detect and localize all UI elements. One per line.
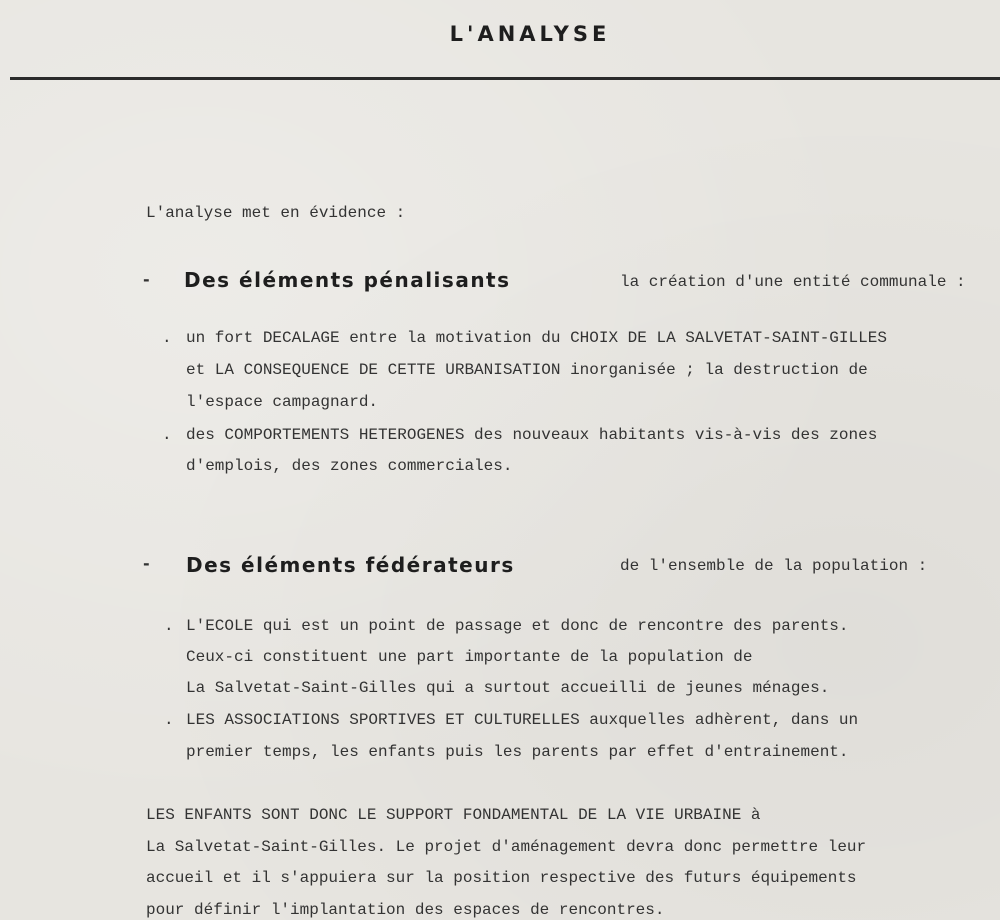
bullet-line: L'ECOLE qui est un point de passage et donc de rencontre des parents.	[186, 617, 849, 635]
conclusion-line: accueil et il s'appuiera sur la position respective des futurs équipements	[146, 869, 857, 887]
bullet-marker: .	[164, 617, 174, 635]
bullet-line: un fort DECALAGE entre la motivation du CHOIX DE LA SALVETAT-SAINT-GILLES	[186, 329, 887, 347]
conclusion-line: La Salvetat-Saint-Gilles. Le projet d'aménagement devra donc permettre leur	[146, 838, 867, 856]
section-heading: Des éléments fédérateurs	[186, 553, 515, 577]
bullet-line: d'emplois, des zones commerciales.	[186, 457, 513, 475]
bullet-line: et LA CONSEQUENCE DE CETTE URBANISATION inorganisée ; la destruction de	[186, 361, 868, 379]
conclusion-line: pour définir l'implantation des espaces de rencontres.	[146, 901, 665, 919]
conclusion-line: LES ENFANTS SONT DONC LE SUPPORT FONDAMENTAL DE LA VIE URBAINE à	[146, 806, 761, 824]
bullet-marker: .	[162, 329, 172, 347]
bullet-line: des COMPORTEMENTS HETEROGENES des nouveaux habitants vis-à-vis des zones	[186, 426, 878, 444]
bullet-line: La Salvetat-Saint-Gilles qui a surtout accueilli de jeunes ménages.	[186, 679, 830, 697]
bullet-line: Ceux-ci constituent une part importante de la population de	[186, 648, 753, 666]
section-heading-tail: la création d'une entité communale :	[620, 273, 966, 291]
bullet-marker: .	[164, 711, 174, 729]
page-title: L'ANALYSE	[449, 22, 611, 46]
bullet-line: l'espace campagnard.	[186, 393, 379, 411]
intro-text: L'analyse met en évidence :	[146, 204, 406, 222]
bullet-line: LES ASSOCIATIONS SPORTIVES ET CULTURELLES auxquelles adhèrent, dans un	[186, 711, 859, 729]
title-divider	[10, 77, 1000, 80]
section-dash: -	[143, 554, 150, 573]
bullet-line: premier temps, les enfants puis les parents par effet d'entrainement.	[186, 743, 849, 761]
section-dash: -	[143, 270, 150, 289]
section-heading: Des éléments pénalisants	[184, 268, 511, 292]
section-heading-tail: de l'ensemble de la population :	[620, 557, 928, 575]
bullet-marker: .	[162, 426, 172, 444]
